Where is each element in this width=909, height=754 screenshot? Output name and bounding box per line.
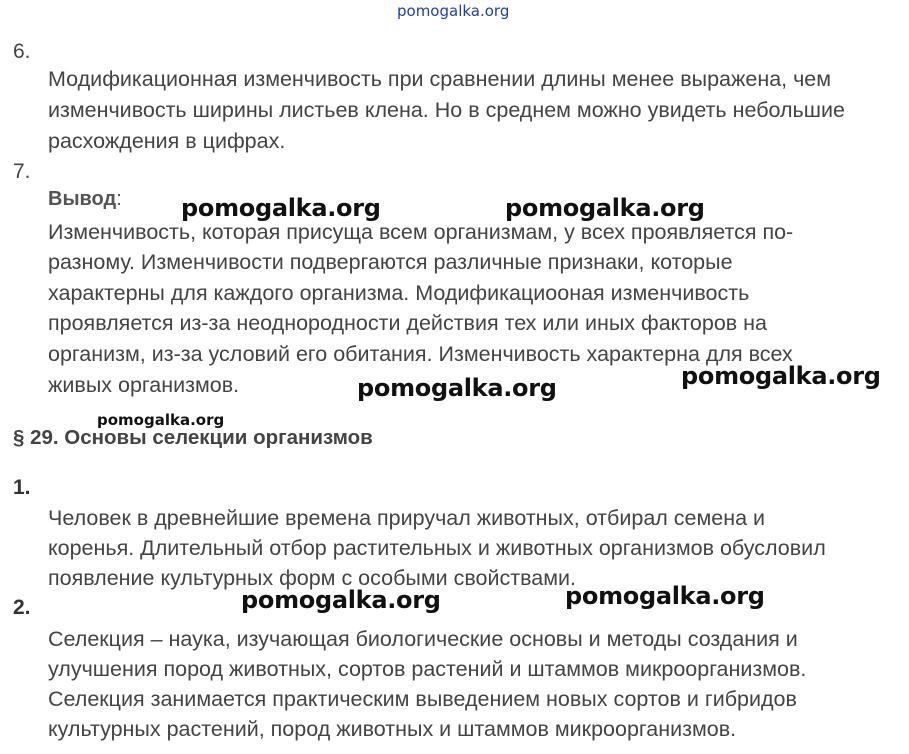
- watermark: pomogalka.org: [241, 586, 441, 614]
- watermark-small: pomogalka.org: [97, 411, 225, 429]
- item-7-line-2: разному. Изменчивости подвергаются различные признаки, которые: [48, 250, 733, 274]
- item-6-line-3: расхождения в цифрах.: [48, 129, 286, 153]
- watermark: pomogalka.org: [357, 374, 557, 402]
- item-7-line-4: проявляется из-за неоднородности действия тех или иных факторов на: [48, 311, 768, 335]
- item-6-line-2: изменчивость ширины листьев клена. Но в среднем можно увидеть небольшие: [48, 98, 845, 122]
- watermark-top: pomogalka.org: [397, 2, 510, 20]
- watermark: pomogalka.org: [181, 194, 381, 222]
- watermark: pomogalka.org: [565, 582, 765, 610]
- question-2-line-1: Селекция – наука, изучающая биологические основы и методы создания и: [48, 627, 798, 651]
- question-2-number: 2.: [13, 596, 31, 619]
- item-6-line-1: Модификационная изменчивость при сравнении длины менее выражена, чем: [48, 67, 832, 91]
- item-6-number: 6.: [13, 40, 31, 63]
- item-7-line-6: живых организмов.: [48, 373, 240, 397]
- item-7-line-1: Изменчивость, которая присуща всем организмам, у всех проявляется по-: [48, 220, 794, 244]
- question-1-line-1: Человек в древнейшие времена приручал животных, отбирал семена и: [48, 506, 766, 530]
- section-heading: § 29. Основы селекции организмов: [13, 426, 373, 449]
- question-2-line-4: культурных растений, пород животных и штаммов микроорганизмов.: [48, 717, 737, 741]
- question-2-line-3: Селекция занимается практическим выведением новых сортов и гибридов: [48, 687, 797, 711]
- question-1-number: 1.: [13, 476, 31, 499]
- watermark: pomogalka.org: [681, 362, 881, 390]
- question-1-line-2: коренья. Длительный отбор растительных и животных организмов обусловил: [48, 536, 826, 560]
- watermark: pomogalka.org: [505, 194, 705, 222]
- conclusion-label: Вывод: [48, 188, 117, 210]
- conclusion-label-row: [48, 188, 122, 211]
- item-7-line-5: организм, из-за условий его обитания. Изменчивость характерна для всех: [48, 342, 793, 366]
- conclusion-colon: :: [116, 188, 122, 210]
- question-1-line-3: появление культурных форм с особыми свойствами.: [48, 566, 576, 590]
- item-7-line-3: характерны для каждого организма. Модификациооная изменчивость: [48, 281, 750, 305]
- question-2-line-2: улучшения пород животных, сортов растений и штаммов микроорганизмов.: [48, 657, 807, 681]
- item-7-number: 7.: [13, 160, 31, 183]
